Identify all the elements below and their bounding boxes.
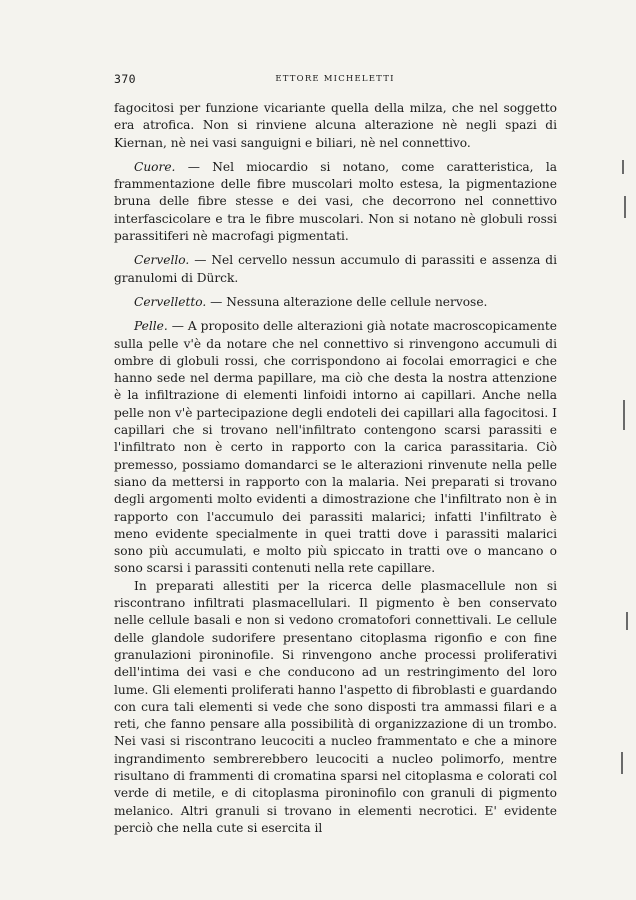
paragraph-text: fagocitosi per funzione vicariante quella della milza, che nel soggetto era atrofica. Non si rinviene alcuna alterazione nè negli spazi di Kiernan, nè nei vasi sanguigni e biliari, nè nel connettivo.	[114, 101, 557, 150]
paragraph-text: — A proposito delle alterazioni già notate macroscopicamente sulla pelle v'è da notare che nel connettivo si rinvengono accumuli di ombre di globuli rossi, che corrispondono ai focolai emorragici e che hanno sede nel derma papillare, ma ciò che desta la nostra attenzione è la infiltrazione di elementi linfoidi intorno ai capillari. Anche nella pelle non v'è partecipazione degli endoteli dei capillari alla fagocitosi. I capillari che si trovano nell'infiltrato contengono scarsi parassiti e l'infiltrato non è certo in rapporto con la carica parassitaria. Ciò premesso, possiamo domandarci se le alterazioni rinvenute nella pelle siano da mettersi in rapporto con la malaria. Nei preparati si trovano degli argomenti molto evidenti a dimostrazione che l'infiltrato non è in rapporto con l'accumulo dei parassiti malarici; infatti l'infiltrato è meno evidente specialmente in quei tratti dove i parassiti malarici sono più accumulati, e molto più spiccato in tratti ove o mancano o sono scarsi i parassiti contenuti nella rete capillare.	[114, 319, 557, 576]
scan-mark	[623, 400, 625, 430]
paragraph-liver-continuation	[114, 100, 557, 152]
paragraph-cervello	[114, 252, 557, 287]
body-text	[114, 100, 557, 837]
page-header	[114, 72, 556, 88]
paragraph-cuore	[114, 159, 557, 245]
paragraph-text: — Nessuna alterazione delle cellule nervose.	[206, 294, 488, 309]
section-heading-cuore: Cuore.	[134, 159, 176, 174]
paragraph-cervelletto	[114, 294, 557, 311]
paragraph-pelle	[114, 318, 557, 577]
paragraph-text: In preparati allestiti per la ricerca delle plasmacellule non si riscontrano infiltrati plasmacellulari. Il pigmento è ben conservato nelle cellule basali e non si vedono cromatofori connettivali. Le cellule delle glandole sudorifere presentano citoplasma rigonfio e con fine granulazioni pironinofile. Si rinvengono anche processi proliferativi dell'intima dei vasi e che conducono ad un restringimento del loro lume. Gli elementi proliferati hanno l'aspetto di fibroblasti e guardando con cura tali elementi si vede che sono disposti tra ammassi filari e a reti, che fanno pensare alla possibilità di organizzazione di un trombo. Nei vasi si riscontrano leucociti a nucleo frammentato e che a minore ingrandimento sembrerebbero leucociti a nucleo polimorfo, mentre risultano di frammenti di cromatina sparsi nel citoplasma e colorati col verde di metile, e di citoplasma pironinofilo con granuli di pigmento melanico. Altri granuli si trovano in elementi necrotici. E' evidente perciò che nella cute si esercita il	[114, 578, 557, 835]
running-head: ETTORE MICHELETTI	[275, 74, 395, 84]
page-number: 370	[114, 72, 136, 86]
section-heading-cervelletto: Cervelletto.	[134, 294, 207, 309]
scan-mark	[624, 196, 626, 218]
section-heading-cervello: Cervello.	[134, 253, 190, 268]
scan-mark	[622, 160, 624, 174]
paragraph-text: — Nel cervello nessun accumulo di parassiti e assenza di granulomi di Dürck.	[114, 253, 557, 285]
section-heading-pelle: Pelle.	[134, 319, 168, 334]
scan-mark	[626, 612, 628, 630]
paragraph-text: — Nel miocardio si notano, come caratteristica, la frammentazione delle fibre muscolari molto estesa, la pigmentazione bruna delle fibre stesse e dei vasi, che decorrono nel connettivo interfascicolare e tra le fibre muscolari. Non si notano nè globuli rossi parassitiferi nè macrofagi pigmentati.	[114, 159, 557, 244]
paragraph-plasmacellule	[114, 578, 557, 837]
scan-mark	[621, 752, 623, 774]
